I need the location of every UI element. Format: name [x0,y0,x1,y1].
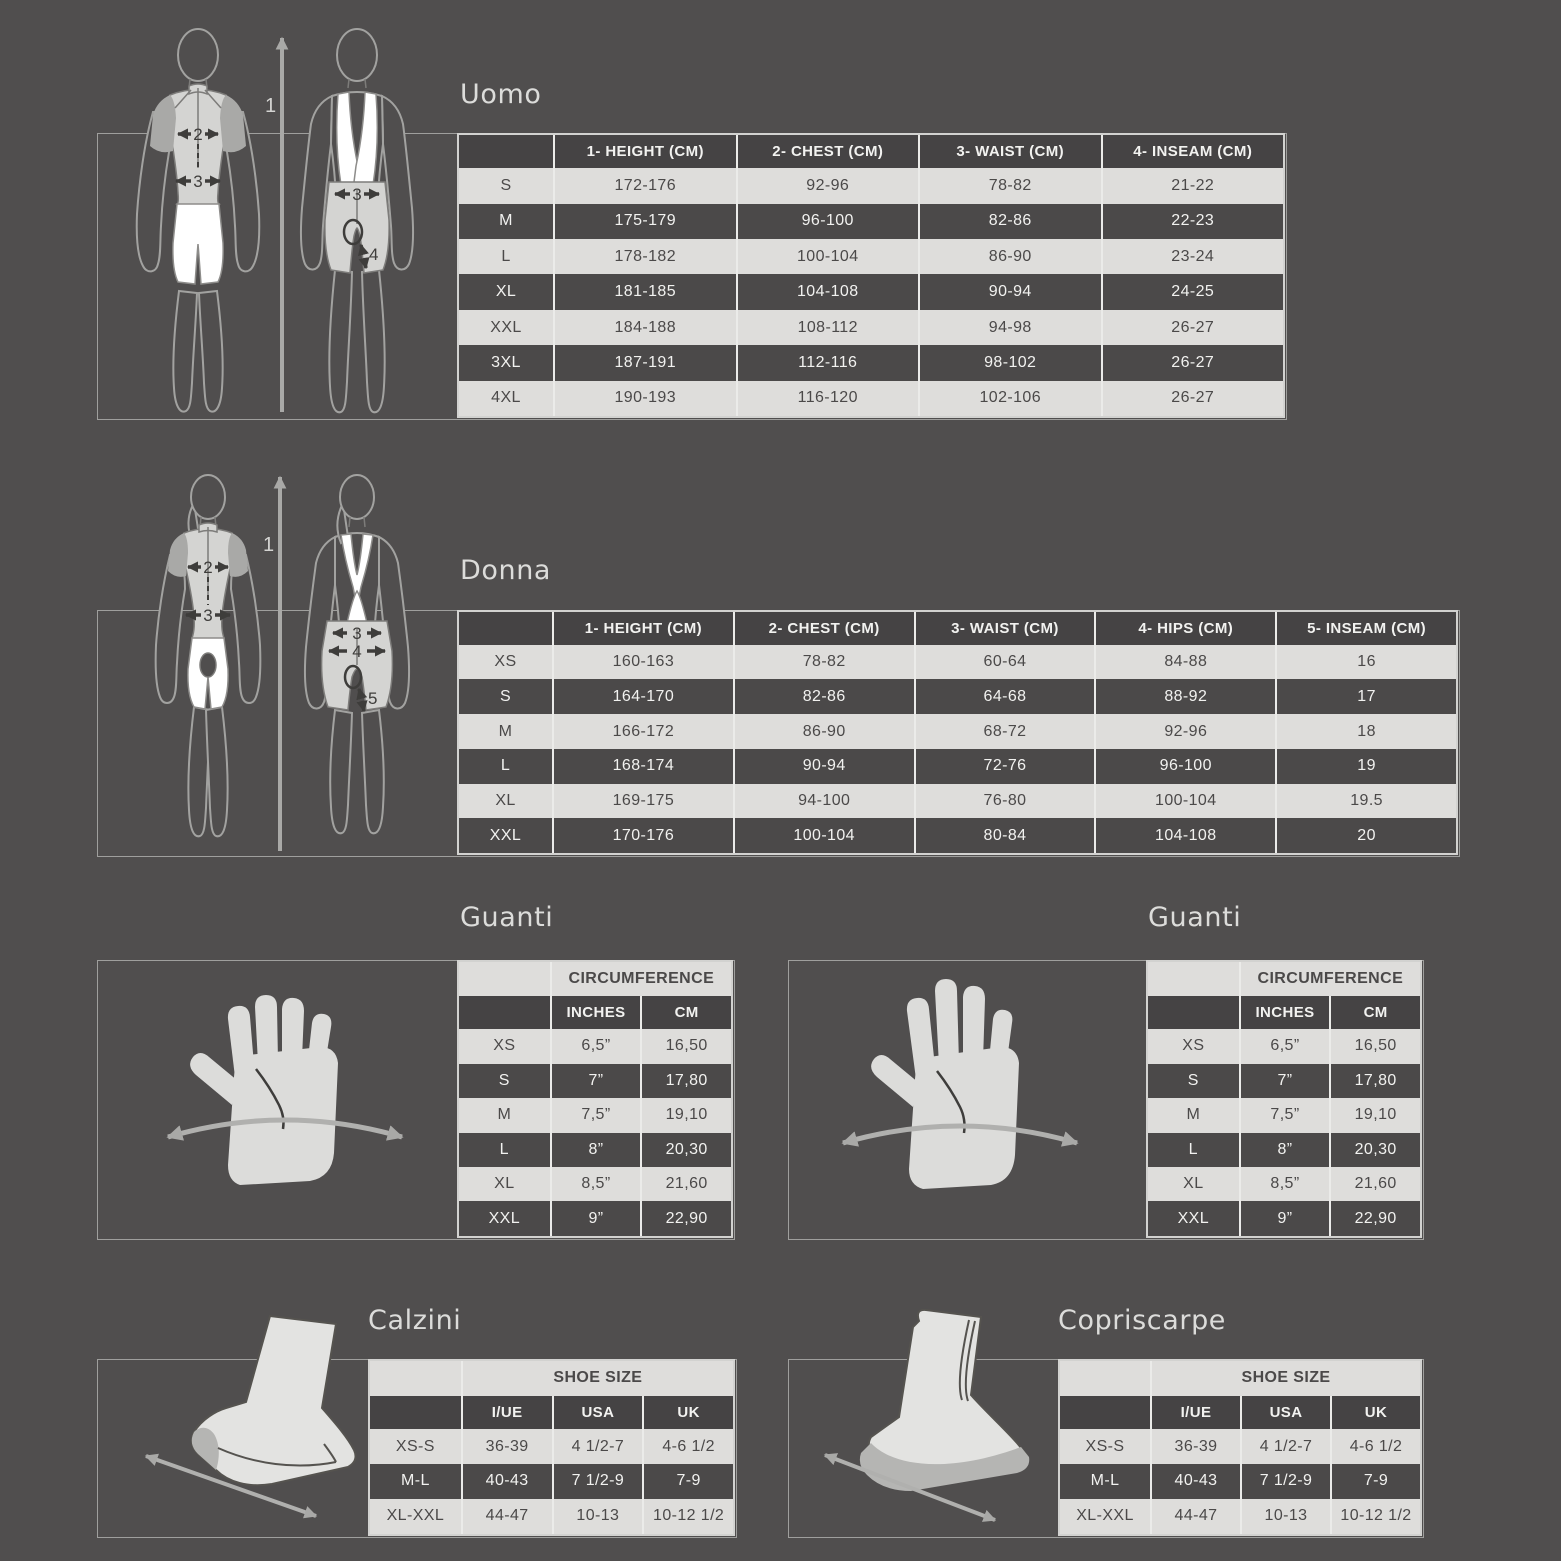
svg-text:5: 5 [368,689,378,708]
height-measure-arrow [263,477,280,851]
value-cell: 92-96 [736,168,919,203]
value-cell: 19.5 [1275,784,1456,819]
value-cell: 36-39 [1150,1429,1240,1464]
value-cell: 84-88 [1094,645,1275,680]
value-cell: 17 [1275,679,1456,714]
group-header-label: SHOE SIZE [1150,1361,1420,1396]
value-cell: 82-86 [733,679,914,714]
value-cell: 160-163 [552,645,733,680]
value-cell: 86-90 [918,239,1101,274]
value-cell: 44-47 [461,1499,552,1534]
value-cell: 90-94 [918,274,1101,309]
table-row [1148,1064,1420,1098]
size-cell: XS [459,645,552,680]
value-cell: 172-176 [553,168,736,203]
value-cell: 21,60 [1329,1167,1420,1201]
value-cell: 98-102 [918,345,1101,380]
table-row [1148,1167,1420,1201]
svg-text:4: 4 [352,642,362,661]
value-cell: 4 1/2-7 [552,1429,643,1464]
value-cell: 19,10 [640,1098,731,1132]
woman-front-figure [156,475,261,836]
size-cell: XL [1148,1167,1239,1201]
value-cell: 88-92 [1094,679,1275,714]
section-title-copriscarpe: Copriscarpe [1058,1305,1227,1336]
table-row [459,345,1283,380]
value-cell: 164-170 [552,679,733,714]
corner-cell [459,996,550,1029]
height-measure-arrow [265,38,282,412]
table-group-header-row [1060,1361,1420,1396]
column-header: I/UE [461,1396,552,1429]
corner-cell [1060,1361,1150,1396]
column-header: INCHES [550,996,641,1029]
value-cell: 181-185 [553,274,736,309]
sock-size-table [368,1359,735,1536]
size-cell: M-L [370,1464,461,1499]
value-cell: 104-108 [736,274,919,309]
table-row [459,1201,731,1236]
value-cell: 7 1/2-9 [1240,1464,1330,1499]
table-row [1148,1029,1420,1063]
value-cell: 36-39 [461,1429,552,1464]
corner-cell [1148,996,1239,1029]
value-cell: 184-188 [553,310,736,345]
group-header-label: CIRCUMFERENCE [550,962,731,996]
table-row [459,714,1456,749]
size-cell: XXL [459,310,553,345]
size-cell: L [459,239,553,274]
size-cell: XXL [459,818,552,853]
svg-text:3: 3 [352,185,362,204]
value-cell: 78-82 [733,645,914,680]
value-cell: 7” [1239,1064,1330,1098]
glove-long-size-table [1146,960,1422,1238]
svg-text:3: 3 [203,606,213,625]
table-row [459,310,1283,345]
table-header-row [459,612,1456,645]
men-measurement-figures-illustration [95,8,475,416]
value-cell: 21,60 [640,1167,731,1201]
value-cell: 112-116 [736,345,919,380]
table-group-header-row [370,1361,733,1396]
corner-cell [1148,962,1239,996]
table-group-header-row [459,962,731,996]
value-cell: 64-68 [914,679,1095,714]
svg-text:3: 3 [352,624,362,643]
value-cell: 68-72 [914,714,1095,749]
value-cell: 24-25 [1101,274,1284,309]
size-cell: L [459,1133,550,1167]
section-title-uomo: Uomo [460,79,542,110]
value-cell: 8” [1239,1133,1330,1167]
value-cell: 4-6 1/2 [642,1429,733,1464]
corner-cell [459,962,550,996]
column-header: USA [1240,1396,1330,1429]
sock-illustration [120,1298,360,1548]
value-cell: 72-76 [914,749,1095,784]
value-cell: 78-82 [918,168,1101,203]
svg-text:2: 2 [203,558,213,577]
value-cell: 20,30 [640,1133,731,1167]
table-header-row [1060,1396,1420,1429]
value-cell: 7,5” [550,1098,641,1132]
value-cell: 20 [1275,818,1456,853]
value-cell: 190-193 [553,381,736,416]
size-cell: M [459,1098,550,1132]
table-header-row [1148,996,1420,1029]
column-header: I/UE [1150,1396,1240,1429]
size-cell: S [459,1064,550,1098]
table-row [459,749,1456,784]
value-cell: 96-100 [1094,749,1275,784]
value-cell: 60-64 [914,645,1095,680]
glove-short-size-table [457,960,733,1238]
size-cell: 4XL [459,381,553,416]
table-row [459,274,1283,309]
value-cell: 94-98 [918,310,1101,345]
svg-text:1: 1 [265,95,277,117]
size-cell: XS-S [1060,1429,1150,1464]
table-row [1148,1098,1420,1132]
value-cell: 7,5” [1239,1098,1330,1132]
value-cell: 6,5” [1239,1029,1330,1063]
column-header: 2- CHEST (CM) [733,612,914,645]
size-cell: M [459,204,553,239]
value-cell: 10-12 1/2 [1330,1499,1420,1534]
table-row [459,1098,731,1132]
group-header-label: CIRCUMFERENCE [1239,962,1420,996]
size-cell: XS-S [370,1429,461,1464]
value-cell: 4-6 1/2 [1330,1429,1420,1464]
table-row [370,1499,733,1534]
svg-text:1: 1 [263,534,275,556]
column-header: CM [1329,996,1420,1029]
corner-cell [370,1361,461,1396]
table-row [459,645,1456,680]
table-row [459,1167,731,1201]
size-cell: XXL [459,1201,550,1236]
table-row [370,1429,733,1464]
size-cell: XL [459,1167,550,1201]
table-row [459,239,1283,274]
value-cell: 90-94 [733,749,914,784]
shoecover-size-table [1058,1359,1422,1536]
table-row [1060,1429,1420,1464]
value-cell: 16,50 [1329,1029,1420,1063]
value-cell: 22,90 [1329,1201,1420,1236]
size-cell: XS [459,1029,550,1063]
value-cell: 20,30 [1329,1133,1420,1167]
table-row [459,1133,731,1167]
column-header: USA [552,1396,643,1429]
svg-text:3: 3 [193,172,203,191]
value-cell: 40-43 [461,1464,552,1499]
svg-text:4: 4 [369,245,379,264]
size-cell: M [1148,1098,1239,1132]
value-cell: 104-108 [1094,818,1275,853]
value-cell: 8” [550,1133,641,1167]
value-cell: 10-13 [1240,1499,1330,1534]
value-cell: 21-22 [1101,168,1284,203]
section-title-guanti-right: Guanti [1148,902,1242,933]
svg-text:2: 2 [193,125,203,144]
value-cell: 92-96 [1094,714,1275,749]
column-header: UK [1330,1396,1420,1429]
table-row [459,1029,731,1063]
women-measurement-figures-illustration [95,455,475,855]
value-cell: 166-172 [552,714,733,749]
value-cell: 16,50 [640,1029,731,1063]
corner-cell [370,1396,461,1429]
table-row [370,1464,733,1499]
column-header: CM [640,996,731,1029]
glove-short-shape [190,995,338,1185]
column-header: UK [642,1396,733,1429]
table-group-header-row [1148,962,1420,996]
table-row [459,784,1456,819]
table-row [459,679,1456,714]
value-cell: 76-80 [914,784,1095,819]
value-cell: 8,5” [550,1167,641,1201]
table-row [459,381,1283,416]
full-finger-glove-illustration [815,975,1105,1215]
size-cell: M-L [1060,1464,1150,1499]
value-cell: 169-175 [552,784,733,819]
value-cell: 16 [1275,645,1456,680]
size-cell: M [459,714,552,749]
size-cell: S [1148,1064,1239,1098]
value-cell: 100-104 [733,818,914,853]
value-cell: 9” [550,1201,641,1236]
table-row [459,204,1283,239]
value-cell: 17,80 [1329,1064,1420,1098]
size-cell: XL-XXL [370,1499,461,1534]
size-cell: S [459,168,553,203]
value-cell: 6,5” [550,1029,641,1063]
section-title-guanti-left: Guanti [460,902,554,933]
value-cell: 23-24 [1101,239,1284,274]
column-header: 3- WAIST (CM) [918,135,1101,168]
value-cell: 4 1/2-7 [1240,1429,1330,1464]
group-header-label: SHOE SIZE [461,1361,733,1396]
value-cell: 10-12 1/2 [642,1499,733,1534]
man-back-figure [301,29,413,412]
column-header: 5- INSEAM (CM) [1275,612,1456,645]
value-cell: 170-176 [552,818,733,853]
value-cell: 18 [1275,714,1456,749]
men-size-table [457,133,1285,418]
value-cell: 7-9 [1330,1464,1420,1499]
woman-back-figure [305,475,409,833]
table-header-row [370,1396,733,1429]
women-size-table [457,610,1458,855]
size-cell: XL-XXL [1060,1499,1150,1534]
value-cell: 10-13 [552,1499,643,1534]
column-header: 4- HIPS (CM) [1094,612,1275,645]
value-cell: 9” [1239,1201,1330,1236]
column-header: 3- WAIST (CM) [914,612,1095,645]
man-front-figure [137,29,260,412]
value-cell: 100-104 [1094,784,1275,819]
value-cell: 100-104 [736,239,919,274]
value-cell: 102-106 [918,381,1101,416]
value-cell: 175-179 [553,204,736,239]
table-row [1060,1464,1420,1499]
value-cell: 19 [1275,749,1456,784]
value-cell: 82-86 [918,204,1101,239]
value-cell: 178-182 [553,239,736,274]
value-cell: 17,80 [640,1064,731,1098]
section-title-donna: Donna [460,555,552,586]
value-cell: 7 1/2-9 [552,1464,643,1499]
value-cell: 108-112 [736,310,919,345]
value-cell: 26-27 [1101,381,1284,416]
size-cell: XL [459,784,552,819]
corner-cell [1060,1396,1150,1429]
value-cell: 187-191 [553,345,736,380]
value-cell: 44-47 [1150,1499,1240,1534]
section-title-calzini: Calzini [368,1305,462,1336]
size-cell: L [459,749,552,784]
value-cell: 80-84 [914,818,1095,853]
corner-cell [459,612,552,645]
value-cell: 26-27 [1101,345,1284,380]
size-cell: L [1148,1133,1239,1167]
value-cell: 94-100 [733,784,914,819]
value-cell: 116-120 [736,381,919,416]
column-header: 1- HEIGHT (CM) [553,135,736,168]
table-row [1148,1201,1420,1236]
value-cell: 168-174 [552,749,733,784]
value-cell: 96-100 [736,204,919,239]
column-header: 4- INSEAM (CM) [1101,135,1284,168]
value-cell: 19,10 [1329,1098,1420,1132]
value-cell: 8,5” [1239,1167,1330,1201]
value-cell: 7-9 [642,1464,733,1499]
table-row [459,1064,731,1098]
table-row [1148,1133,1420,1167]
value-cell: 7” [550,1064,641,1098]
corner-cell [459,135,553,168]
value-cell: 26-27 [1101,310,1284,345]
size-cell: 3XL [459,345,553,380]
fingerless-glove-illustration [140,985,430,1205]
shoe-cover-illustration [795,1295,1045,1550]
size-cell: S [459,679,552,714]
column-header: INCHES [1239,996,1330,1029]
table-row [459,818,1456,853]
value-cell: 40-43 [1150,1464,1240,1499]
value-cell: 22-23 [1101,204,1284,239]
table-header-row [459,996,731,1029]
size-cell: XL [459,274,553,309]
value-cell: 86-90 [733,714,914,749]
size-cell: XS [1148,1029,1239,1063]
table-header-row [459,135,1283,168]
column-header: 2- CHEST (CM) [736,135,919,168]
size-cell: XXL [1148,1201,1239,1236]
table-row [1060,1499,1420,1534]
column-header: 1- HEIGHT (CM) [552,612,733,645]
table-row [459,168,1283,203]
value-cell: 22,90 [640,1201,731,1236]
